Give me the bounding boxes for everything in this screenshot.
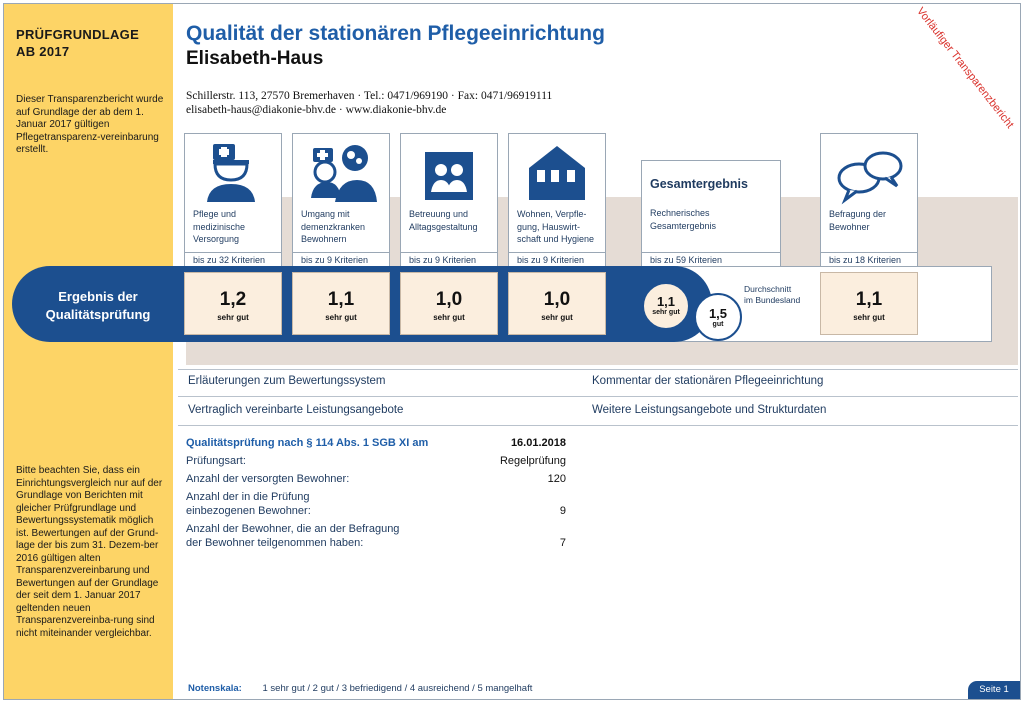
score-word: sehr gut <box>217 313 249 322</box>
score-value: 1,2 <box>219 289 247 310</box>
divider <box>178 425 1018 426</box>
nurse-icon <box>199 140 269 206</box>
info-value: 16.01.2018 <box>510 437 566 449</box>
score-value: 1,1 <box>855 289 883 310</box>
link-contract-services[interactable]: Vertraglich vereinbarte Leistungsangebote <box>188 404 404 416</box>
score-word: sehr gut <box>325 313 357 322</box>
overall-score-word: sehr gut <box>652 309 680 316</box>
inspection-info <box>186 436 570 554</box>
score-value: 1,1 <box>327 289 355 310</box>
grade-scale <box>188 683 532 694</box>
sidebar-intro-text: Dieser Transparenzbericht wurde auf Grundlage der ab dem 1. Januar 2017 gültigen Pflegetransparenz-vereinbarung erstellt. <box>16 94 164 155</box>
page-number-badge: Seite 1 <box>968 681 1020 699</box>
page-title: Qualität der stationären Pflegeeinrichtung <box>186 22 605 45</box>
average-value: 1,5 <box>708 306 728 321</box>
grade-scale-text: 1 sehr gut / 2 gut / 3 befriedigend / 4 ausreichend / 5 mangelhaft <box>262 683 533 694</box>
preliminary-stamp: Vorläufiger Transparenzbericht <box>914 5 1016 131</box>
info-row <box>186 490 570 518</box>
score-survey <box>820 272 918 335</box>
category-label: Wohnen, Verpfle-gung, Hauswirt-schaft und Hygiene <box>517 209 595 244</box>
info-value: 7 <box>559 537 566 549</box>
category-criteria: bis zu 18 Kriterien <box>821 252 917 265</box>
people-icon <box>415 140 485 206</box>
speech-bubbles-icon <box>835 140 905 206</box>
state-average-circle <box>694 293 742 341</box>
score-activities <box>400 272 498 335</box>
info-label: Prüfungsart: <box>186 455 246 467</box>
facility-address: Schillerstr. 113, 27570 Bremerhaven · Tel.: 0471/969190 · Fax: 0471/96919111 <box>186 90 553 102</box>
category-criteria: bis zu 9 Kriterien <box>401 252 497 265</box>
result-label: Ergebnis der Qualitätsprüfung <box>45 289 151 322</box>
score-word: sehr gut <box>853 313 885 322</box>
divider <box>178 369 1018 370</box>
info-row <box>186 522 570 550</box>
overall-result-card[interactable] <box>641 160 781 267</box>
house-icon <box>523 140 593 206</box>
category-card-survey[interactable] <box>820 133 918 267</box>
sidebar-notice-text: Bitte beachten Sie, dass ein Einrichtungsvergleich nur auf der Grundlage von Berichten mit gleicher Prüfgrundlage und Bewertungssystematik möglich ist. Bewertungen auf der Grund-lage der bis zum 31. Dezem-ber 2016 gültigen alten Transparenzvereinbarung und Bewertungen auf der Grundlage der seit dem 1. Januar 2017 geltenden neuen Transparenzvereinba-rung sind nicht miteinander vergleichbar. <box>16 465 163 639</box>
info-label: Anzahl der versorgten Bewohner: <box>186 473 350 485</box>
overall-criteria: bis zu 59 Kriterien <box>642 252 780 265</box>
category-card-dementia[interactable] <box>292 133 390 267</box>
overall-title: Gesamtergebnis <box>650 177 748 191</box>
facility-name: Elisabeth-Haus <box>186 48 324 69</box>
category-label: Befragung der Bewohner <box>829 209 887 232</box>
category-criteria: bis zu 32 Kriterien <box>185 252 281 265</box>
sidebar <box>4 4 173 699</box>
score-care <box>184 272 282 335</box>
category-card-care[interactable] <box>184 133 282 267</box>
score-dementia <box>292 272 390 335</box>
link-rating-system[interactable]: Erläuterungen zum Bewertungssystem <box>188 375 386 387</box>
sidebar-title: PRÜFGRUNDLAGE AB 2017 <box>16 27 140 59</box>
info-value: Regelprüfung <box>499 455 566 467</box>
grade-scale-label: Notenskala: <box>188 683 242 694</box>
facility-contact: elisabeth-haus@diakonie-bhv.de · www.diakonie-bhv.de <box>186 104 447 116</box>
category-label: Pflege und medizinische Versorgung <box>193 209 246 244</box>
category-criteria: bis zu 9 Kriterien <box>293 252 389 265</box>
average-label: Durchschnitt im Bundesland <box>744 284 801 305</box>
category-card-activities[interactable] <box>400 133 498 267</box>
score-word: sehr gut <box>541 313 573 322</box>
dementia-icon <box>307 140 377 206</box>
category-card-living[interactable] <box>508 133 606 267</box>
info-label: Anzahl der Bewohner, die an der Befragung der Bewohner teilgenommen haben: <box>186 523 400 549</box>
info-value: 120 <box>547 473 566 485</box>
score-value: 1,0 <box>435 289 463 310</box>
score-word: sehr gut <box>433 313 465 322</box>
link-further-services[interactable]: Weitere Leistungsangebote und Strukturdaten <box>592 404 827 416</box>
info-row <box>186 436 570 450</box>
info-label: Qualitätsprüfung nach § 114 Abs. 1 SGB XI am <box>186 437 429 449</box>
category-label: Umgang mit demenzkranken Bewohnern <box>301 209 366 244</box>
score-value: 1,0 <box>543 289 571 310</box>
average-word: gut <box>712 321 724 328</box>
category-label: Betreuung und Alltagsgestaltung <box>409 209 478 232</box>
info-value: 9 <box>559 505 566 517</box>
overall-label: Rechnerisches Gesamtergebnis <box>650 208 717 231</box>
category-criteria: bis zu 9 Kriterien <box>509 252 605 265</box>
link-facility-comment[interactable]: Kommentar der stationären Pflegeeinrichtung <box>592 375 824 387</box>
divider <box>178 396 1018 397</box>
score-living <box>508 272 606 335</box>
info-row <box>186 454 570 468</box>
info-label: Anzahl der in die Prüfung einbezogenen Bewohner: <box>186 491 311 517</box>
overall-score-value: 1,1 <box>656 294 676 309</box>
info-row <box>186 472 570 486</box>
overall-score-circle <box>642 282 690 330</box>
